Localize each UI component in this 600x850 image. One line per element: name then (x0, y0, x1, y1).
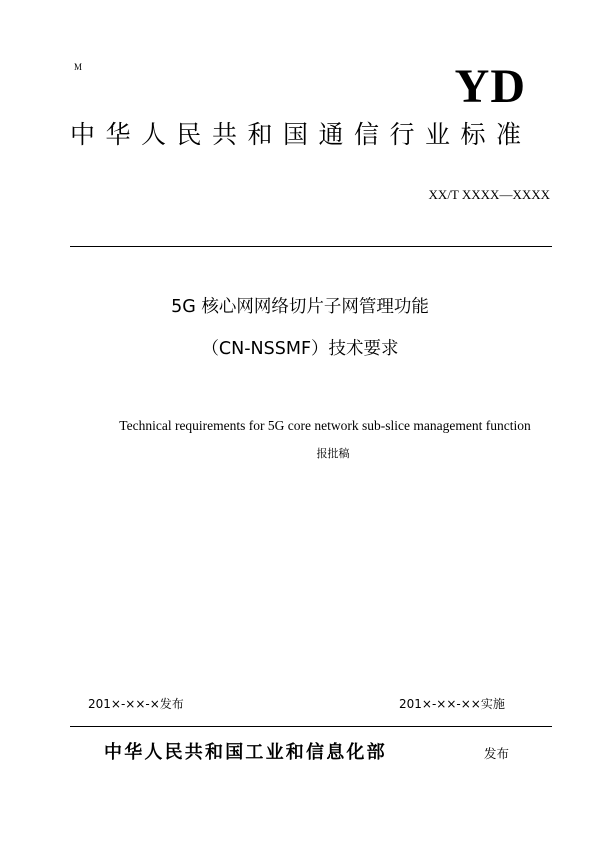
document-marker: M (74, 62, 83, 72)
issuing-authority-suffix: 发布 (484, 746, 510, 761)
yd-logo: YD (454, 60, 526, 113)
standard-number: XX/T XXXX—XXXX (428, 187, 550, 202)
publish-date: 201×-××-×发布 (88, 697, 184, 711)
issuing-authority: 中华人民共和国工业和信息化部 (104, 742, 387, 763)
document-title-en: Technical requirements for 5G core network sub-slice management function (119, 418, 531, 433)
draft-status-label: 报批稿 (316, 447, 350, 460)
standard-category-title: 中华人民共和国通信行业标准 (70, 120, 532, 149)
bottom-divider (70, 726, 552, 727)
top-divider (70, 246, 552, 247)
document-title-zh-line2: （CN-NSSMF）技术要求 (201, 339, 399, 359)
implement-date: 201×-××-××实施 (399, 697, 505, 711)
document-title-zh-line1: 5G 核心网网络切片子网管理功能 (171, 297, 429, 317)
